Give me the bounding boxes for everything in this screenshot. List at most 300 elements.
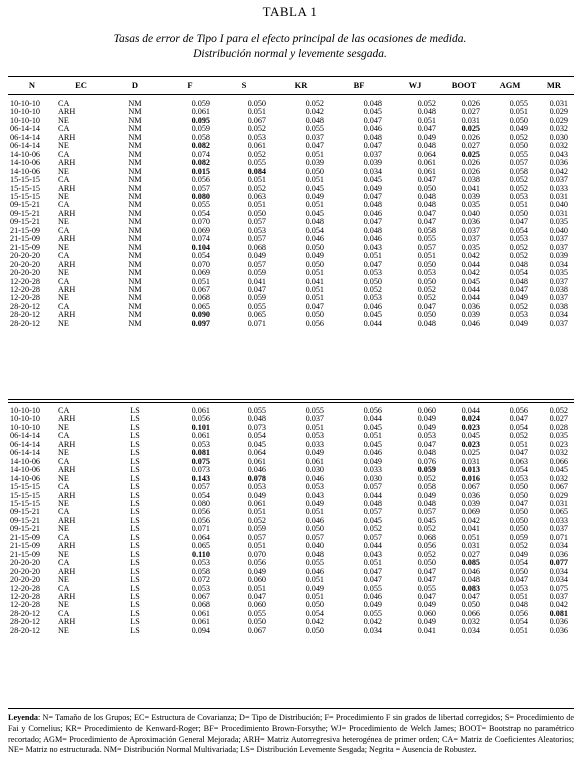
- cell-mr: 0.077: [549, 558, 568, 568]
- cell-bf: 0.044: [363, 318, 382, 328]
- cell-ec: ARH: [58, 465, 76, 475]
- cell-ec: ARH: [58, 490, 76, 500]
- table-row: [8, 235, 574, 243]
- cell-n: 28-20-12: [10, 625, 41, 635]
- cell-bf: 0.048: [363, 225, 382, 235]
- cell-d: LS: [130, 515, 140, 525]
- cell-mr: 0.035: [549, 268, 568, 278]
- cell-d: NM: [128, 234, 142, 244]
- bottom-rule: [8, 708, 574, 709]
- cell-ec: CA: [58, 532, 70, 542]
- table-row: [8, 168, 574, 176]
- cell-n: 09-15-21: [10, 524, 41, 534]
- cell-boot: 0.067: [461, 482, 480, 492]
- cell-boot: 0.031: [461, 541, 480, 551]
- cell-boot: 0.044: [461, 406, 480, 415]
- cell-d: NM: [128, 284, 142, 294]
- cell-d: LS: [130, 406, 140, 415]
- cell-boot: 0.069: [461, 507, 480, 517]
- cell-wj: 0.060: [417, 406, 436, 415]
- table-row: [8, 269, 574, 277]
- cell-ec: CA: [58, 200, 70, 210]
- cell-mr: 0.037: [549, 234, 568, 244]
- cell-d: LS: [130, 422, 140, 432]
- cell-f: 0.095: [191, 115, 210, 125]
- cell-ec: ARH: [58, 591, 76, 601]
- cell-boot: 0.039: [461, 191, 480, 201]
- cell-ec: ARH: [58, 234, 76, 244]
- table-row: [8, 227, 574, 235]
- cell-d: NM: [128, 183, 142, 193]
- cell-n: 20-20-20: [10, 575, 41, 585]
- cell-agm: 0.054: [509, 268, 528, 278]
- cell-d: LS: [130, 617, 140, 627]
- cell-wj: 0.049: [417, 600, 436, 610]
- cell-s: 0.067: [247, 625, 266, 635]
- cell-mr: 0.075: [549, 583, 568, 593]
- cell-s: 0.065: [247, 310, 266, 320]
- table-row: [8, 320, 574, 328]
- cell-f: 0.061: [191, 608, 210, 618]
- cell-s: 0.071: [247, 318, 266, 328]
- cell-ec: ARH: [58, 284, 76, 294]
- cell-n: 14-10-06: [10, 465, 41, 475]
- cell-n: 09-15-21: [10, 208, 41, 218]
- cell-wj: 0.048: [417, 498, 436, 508]
- cell-agm: 0.050: [509, 490, 528, 500]
- cell-s: 0.048: [247, 414, 266, 424]
- cell-kr: 0.045: [305, 208, 324, 218]
- cell-f: 0.056: [191, 175, 210, 185]
- cell-wj: 0.057: [417, 507, 436, 517]
- cell-s: 0.050: [247, 208, 266, 218]
- cell-mr: 0.032: [549, 473, 568, 483]
- cell-mr: 0.042: [549, 166, 568, 176]
- table-row: [8, 286, 574, 294]
- cell-mr: 0.040: [549, 225, 568, 235]
- cell-wj: 0.050: [417, 276, 436, 286]
- cell-mr: 0.042: [549, 600, 568, 610]
- table-row: [8, 108, 574, 116]
- cell-f: 0.080: [191, 191, 210, 201]
- cell-kr: 0.051: [305, 507, 324, 517]
- cell-n: 28-20-12: [10, 318, 41, 328]
- cell-f: 0.069: [191, 225, 210, 235]
- cell-d: LS: [130, 541, 140, 551]
- cell-s: 0.060: [247, 600, 266, 610]
- cell-n: 06-14-14: [10, 439, 41, 449]
- cell-bf: 0.043: [363, 549, 382, 559]
- cell-wj: 0.049: [417, 414, 436, 424]
- cell-boot: 0.027: [461, 107, 480, 117]
- cell-wj: 0.048: [417, 191, 436, 201]
- cell-s: 0.084: [247, 166, 266, 176]
- cell-wj: 0.049: [417, 422, 436, 432]
- cell-n: 15-15-15: [10, 482, 41, 492]
- cell-agm: 0.053: [509, 234, 528, 244]
- cell-bf: 0.034: [363, 625, 382, 635]
- cell-n: 10-10-10: [10, 406, 41, 415]
- table-row: [8, 534, 574, 542]
- cell-d: LS: [130, 490, 140, 500]
- table-row: [8, 475, 574, 483]
- cell-boot: 0.023: [461, 439, 480, 449]
- cell-d: LS: [130, 456, 140, 466]
- cell-ec: ARH: [58, 158, 76, 168]
- cell-mr: 0.031: [549, 498, 568, 508]
- cell-f: 0.082: [191, 141, 210, 151]
- legend-label: Leyenda: [8, 713, 39, 722]
- cell-kr: 0.055: [305, 406, 324, 415]
- cell-ec: CA: [58, 251, 70, 261]
- cell-boot: 0.026: [461, 158, 480, 168]
- table-row: [8, 142, 574, 150]
- cell-bf: 0.045: [363, 175, 382, 185]
- cell-agm: 0.054: [509, 617, 528, 627]
- cell-boot: 0.046: [461, 318, 480, 328]
- cell-bf: 0.047: [363, 115, 382, 125]
- cell-ec: CA: [58, 175, 70, 185]
- cell-bf: 0.044: [363, 414, 382, 424]
- cell-s: 0.063: [247, 191, 266, 201]
- cell-agm: 0.051: [509, 591, 528, 601]
- cell-f: 0.072: [191, 575, 210, 585]
- cell-bf: 0.051: [363, 431, 382, 441]
- cell-s: 0.052: [247, 515, 266, 525]
- cell-boot: 0.027: [461, 141, 480, 151]
- cell-wj: 0.052: [417, 99, 436, 108]
- cell-n: 06-14-14: [10, 124, 41, 134]
- cell-n: 10-10-10: [10, 115, 41, 125]
- cell-wj: 0.045: [417, 515, 436, 525]
- cell-ec: NE: [58, 268, 69, 278]
- cell-agm: 0.052: [509, 242, 528, 252]
- cell-bf: 0.047: [363, 191, 382, 201]
- cell-wj: 0.050: [417, 558, 436, 568]
- cell-n: 12-20-28: [10, 591, 41, 601]
- cell-agm: 0.048: [509, 276, 528, 286]
- cell-mr: 0.029: [549, 107, 568, 117]
- cell-wj: 0.053: [417, 431, 436, 441]
- cell-f: 0.067: [191, 591, 210, 601]
- cell-kr: 0.049: [305, 448, 324, 458]
- cell-d: NM: [128, 115, 142, 125]
- cell-boot: 0.036: [461, 301, 480, 311]
- cell-agm: 0.049: [509, 318, 528, 328]
- cell-kr: 0.049: [305, 498, 324, 508]
- cell-ec: CA: [58, 583, 70, 593]
- cell-s: 0.059: [247, 268, 266, 278]
- cell-kr: 0.041: [305, 276, 324, 286]
- cell-kr: 0.051: [305, 575, 324, 585]
- cell-mr: 0.038: [549, 284, 568, 294]
- cell-ec: CA: [58, 406, 70, 415]
- cell-f: 0.073: [191, 465, 210, 475]
- cell-d: LS: [130, 473, 140, 483]
- cell-wj: 0.050: [417, 310, 436, 320]
- cell-boot: 0.032: [461, 617, 480, 627]
- cell-agm: 0.047: [509, 575, 528, 585]
- cell-boot: 0.036: [461, 490, 480, 500]
- cell-mr: 0.036: [549, 617, 568, 627]
- cell-agm: 0.050: [509, 208, 528, 218]
- cell-ec: ARH: [58, 617, 76, 627]
- cell-mr: 0.029: [549, 490, 568, 500]
- cell-boot: 0.026: [461, 166, 480, 176]
- cell-ec: NE: [58, 422, 69, 432]
- cell-bf: 0.044: [363, 541, 382, 551]
- caption-line-2: Distribución normal y levemente sesgada.: [193, 48, 387, 60]
- cell-agm: 0.049: [509, 549, 528, 559]
- cell-boot: 0.041: [461, 524, 480, 534]
- cell-kr: 0.046: [305, 234, 324, 244]
- cell-boot: 0.024: [461, 414, 480, 424]
- cell-agm: 0.050: [509, 115, 528, 125]
- cell-agm: 0.049: [509, 124, 528, 134]
- cell-mr: 0.033: [549, 515, 568, 525]
- cell-d: NM: [128, 191, 142, 201]
- cell-agm: 0.055: [509, 149, 528, 159]
- cell-d: NM: [128, 158, 142, 168]
- cell-s: 0.049: [247, 251, 266, 261]
- cell-boot: 0.035: [461, 242, 480, 252]
- cell-mr: 0.040: [549, 200, 568, 210]
- cell-ec: NE: [58, 625, 69, 635]
- cell-d: LS: [130, 583, 140, 593]
- table-row: [8, 601, 574, 609]
- cell-n: 20-20-20: [10, 259, 41, 269]
- cell-agm: 0.056: [509, 608, 528, 618]
- cell-d: NM: [128, 141, 142, 151]
- cell-f: 0.074: [191, 149, 210, 159]
- cell-d: NM: [128, 99, 142, 108]
- cell-mr: 0.027: [549, 414, 568, 424]
- cell-d: NM: [128, 208, 142, 218]
- cell-f: 0.054: [191, 251, 210, 261]
- cell-s: 0.055: [247, 608, 266, 618]
- cell-bf: 0.045: [363, 310, 382, 320]
- cell-f: 0.059: [191, 124, 210, 134]
- cell-bf: 0.044: [363, 490, 382, 500]
- cell-d: LS: [130, 498, 140, 508]
- column-header-wj: WJ: [408, 80, 422, 90]
- table-row: [8, 294, 574, 302]
- header-bottom-rule: [8, 94, 574, 95]
- cell-ec: NE: [58, 498, 69, 508]
- cell-ec: ARH: [58, 439, 76, 449]
- cell-bf: 0.049: [363, 183, 382, 193]
- cell-f: 0.055: [191, 200, 210, 210]
- cell-d: NM: [128, 175, 142, 185]
- cell-d: LS: [130, 549, 140, 559]
- cell-n: 06-14-14: [10, 132, 41, 142]
- cell-s: 0.068: [247, 242, 266, 252]
- cell-kr: 0.046: [305, 566, 324, 576]
- cell-bf: 0.052: [363, 284, 382, 294]
- cell-d: NM: [128, 310, 142, 320]
- cell-kr: 0.053: [305, 431, 324, 441]
- table-row: [8, 576, 574, 584]
- cell-wj: 0.052: [417, 293, 436, 303]
- column-header-bf: BF: [353, 80, 365, 90]
- cell-kr: 0.050: [305, 166, 324, 176]
- cell-kr: 0.047: [305, 141, 324, 151]
- cell-boot: 0.045: [461, 276, 480, 286]
- table-row: [8, 185, 574, 193]
- cell-mr: 0.031: [549, 99, 568, 108]
- cell-wj: 0.041: [417, 625, 436, 635]
- cell-n: 20-20-20: [10, 251, 41, 261]
- table-row: [8, 117, 574, 125]
- cell-d: NM: [128, 276, 142, 286]
- cell-bf: 0.051: [363, 251, 382, 261]
- cell-agm: 0.048: [509, 259, 528, 269]
- cell-mr: 0.031: [549, 208, 568, 218]
- column-header-boot: BOOT: [451, 80, 477, 90]
- cell-n: 06-14-14: [10, 448, 41, 458]
- cell-d: LS: [130, 566, 140, 576]
- cell-agm: 0.054: [509, 465, 528, 475]
- cell-wj: 0.051: [417, 115, 436, 125]
- cell-wj: 0.047: [417, 124, 436, 134]
- cell-f: 0.081: [191, 448, 210, 458]
- cell-d: LS: [130, 524, 140, 534]
- table-row: [8, 551, 574, 559]
- cell-d: NM: [128, 217, 142, 227]
- cell-bf: 0.046: [363, 234, 382, 244]
- table-row: [8, 441, 574, 449]
- column-header-mr: MR: [546, 80, 562, 90]
- cell-n: 09-15-21: [10, 217, 41, 227]
- cell-mr: 0.045: [549, 465, 568, 475]
- cell-mr: 0.036: [549, 549, 568, 559]
- cell-d: NM: [128, 124, 142, 134]
- cell-n: 15-15-15: [10, 183, 41, 193]
- table-row: [8, 466, 574, 474]
- table-row: [8, 311, 574, 319]
- cell-wj: 0.048: [417, 200, 436, 210]
- cell-boot: 0.026: [461, 99, 480, 108]
- table-header: [8, 78, 574, 92]
- cell-d: NM: [128, 149, 142, 159]
- cell-wj: 0.048: [417, 141, 436, 151]
- cell-f: 0.143: [191, 473, 210, 483]
- cell-boot: 0.036: [461, 217, 480, 227]
- cell-s: 0.052: [247, 124, 266, 134]
- cell-agm: 0.059: [509, 532, 528, 542]
- cell-mr: 0.067: [549, 482, 568, 492]
- cell-n: 09-15-21: [10, 515, 41, 525]
- cell-mr: 0.030: [549, 132, 568, 142]
- cell-mr: 0.037: [549, 318, 568, 328]
- cell-f: 0.070: [191, 259, 210, 269]
- cell-wj: 0.052: [417, 524, 436, 534]
- cell-ec: CA: [58, 149, 70, 159]
- cell-wj: 0.047: [417, 217, 436, 227]
- cell-wj: 0.047: [417, 591, 436, 601]
- cell-bf: 0.050: [363, 276, 382, 286]
- cell-s: 0.050: [247, 99, 266, 108]
- table-row: [8, 159, 574, 167]
- cell-kr: 0.050: [305, 310, 324, 320]
- cell-s: 0.067: [247, 115, 266, 125]
- cell-boot: 0.039: [461, 310, 480, 320]
- cell-s: 0.054: [247, 431, 266, 441]
- cell-d: NM: [128, 107, 142, 117]
- cell-mr: 0.035: [549, 217, 568, 227]
- cell-mr: 0.037: [549, 524, 568, 534]
- cell-d: LS: [130, 448, 140, 458]
- cell-agm: 0.054: [509, 225, 528, 235]
- cell-kr: 0.049: [305, 191, 324, 201]
- cell-ec: CA: [58, 225, 70, 235]
- cell-boot: 0.044: [461, 259, 480, 269]
- cell-s: 0.070: [247, 549, 266, 559]
- cell-ec: NE: [58, 191, 69, 201]
- cell-d: LS: [130, 558, 140, 568]
- cell-agm: 0.058: [509, 166, 528, 176]
- cell-agm: 0.049: [509, 293, 528, 303]
- cell-boot: 0.042: [461, 515, 480, 525]
- cell-kr: 0.037: [305, 414, 324, 424]
- cell-wj: 0.068: [417, 532, 436, 542]
- cell-n: 28-20-12: [10, 617, 41, 627]
- cell-n: 14-10-06: [10, 473, 41, 483]
- cell-kr: 0.051: [305, 284, 324, 294]
- cell-s: 0.050: [247, 617, 266, 627]
- cell-boot: 0.045: [461, 431, 480, 441]
- cell-f: 0.110: [192, 549, 210, 559]
- cell-d: LS: [130, 507, 140, 517]
- cell-n: 12-20-28: [10, 276, 41, 286]
- cell-n: 15-15-15: [10, 498, 41, 508]
- cell-kr: 0.046: [305, 515, 324, 525]
- cell-kr: 0.057: [305, 532, 324, 542]
- cell-f: 0.056: [191, 515, 210, 525]
- cell-n: 06-14-14: [10, 141, 41, 151]
- cell-bf: 0.046: [363, 591, 382, 601]
- cell-s: 0.055: [247, 158, 266, 168]
- cell-n: 10-10-10: [10, 422, 41, 432]
- cell-wj: 0.048: [417, 318, 436, 328]
- table-row: [8, 593, 574, 601]
- cell-d: LS: [130, 465, 140, 475]
- section-divider-1: [8, 399, 574, 400]
- cell-agm: 0.052: [509, 251, 528, 261]
- cell-d: NM: [128, 268, 142, 278]
- cell-mr: 0.071: [549, 532, 568, 542]
- cell-f: 0.075: [191, 456, 210, 466]
- table-row: [8, 585, 574, 593]
- cell-boot: 0.085: [461, 558, 480, 568]
- cell-agm: 0.047: [509, 448, 528, 458]
- cell-kr: 0.030: [305, 465, 324, 475]
- cell-d: LS: [130, 591, 140, 601]
- cell-f: 0.064: [191, 532, 210, 542]
- cell-kr: 0.050: [305, 242, 324, 252]
- cell-agm: 0.052: [509, 301, 528, 311]
- table-row: [8, 278, 574, 286]
- cell-boot: 0.027: [461, 549, 480, 559]
- cell-d: LS: [130, 532, 140, 542]
- cell-mr: 0.034: [549, 566, 568, 576]
- cell-s: 0.045: [247, 439, 266, 449]
- cell-agm: 0.050: [509, 566, 528, 576]
- cell-f: 0.057: [191, 482, 210, 492]
- cell-bf: 0.057: [363, 507, 382, 517]
- table-row: [8, 500, 574, 508]
- cell-n: 20-20-20: [10, 558, 41, 568]
